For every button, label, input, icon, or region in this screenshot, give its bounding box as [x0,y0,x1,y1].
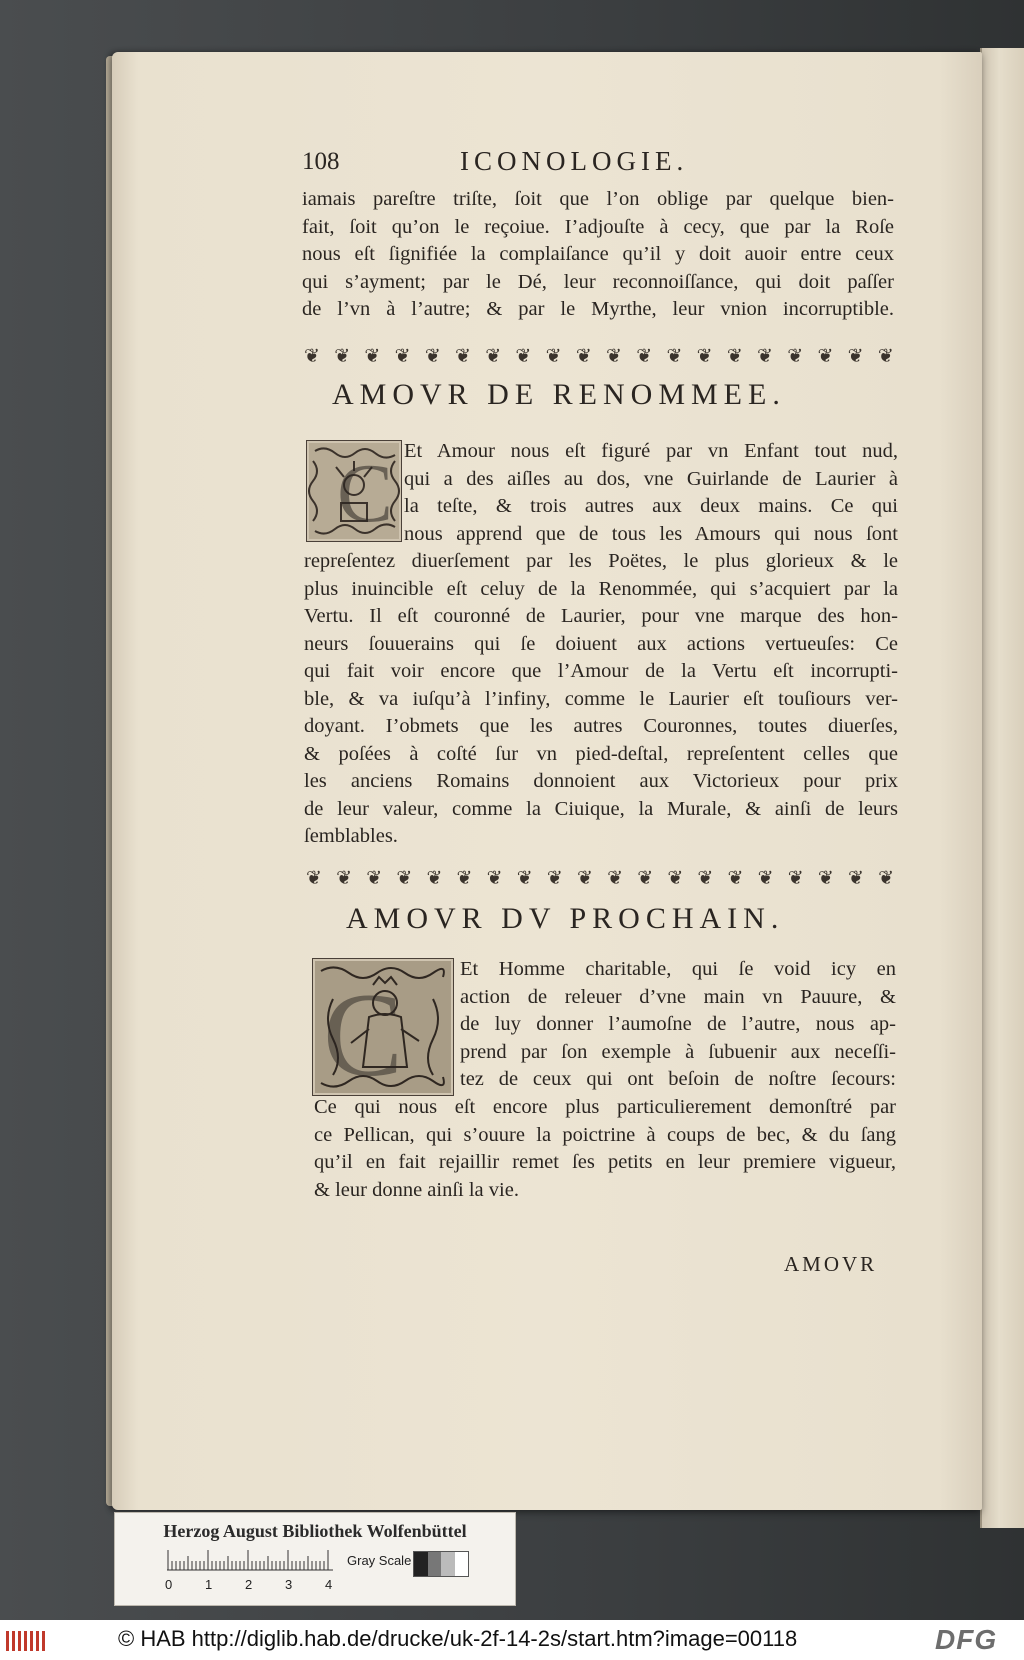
text-line: iamais pareſtre triſte, ſoit que l’on oblige par quelque bien- [302,188,894,210]
fleuron-icon: ❦ [696,345,713,367]
fleuron-icon: ❦ [757,345,773,367]
text-line: qui a des aiſles au dos, vne Guirlande de Laurier à [404,467,898,490]
text-line: Ce qui nous eſt encore plus particulierement demonſtré par [314,1096,896,1118]
ruler-number: 3 [285,1577,293,1592]
ruler-number: 4 [325,1577,333,1592]
fleuron-icon: ❦ [304,345,320,367]
text-line: ce Pellican, qui s’ouure la poictrine à coups de bec, & du ſang [314,1123,896,1146]
decorated-initial-c [312,958,454,1096]
text-line: de leur valeur, comme la Ciuique, la Murale, & ainſi de leurs [304,797,898,820]
hab-logo-icon [4,1628,46,1654]
copyright-link[interactable]: © HAB http://diglib.hab.de/drucke/uk-2f-14-2s/start.htm?image=00118 [118,1626,798,1651]
fleuron-icon: ❦ [666,345,683,367]
fleuron-icon: ❦ [336,867,353,889]
decorated-initial-c [306,440,402,542]
fleuron-icon: ❦ [546,867,563,889]
text-line: & poſées à coſté ſur vn pied-deſtal, repreſentent celles que [304,742,898,765]
text-line: action de releuer d’vne main vn Pauure, & [460,985,896,1008]
ruler-number: 0 [165,1577,173,1592]
ruler-number: 1 [205,1577,213,1592]
text-line: plus inuincible eſt celuy de la Renommée, qui s’acquiert par la [304,577,898,600]
scale-card [114,1512,516,1606]
fleuron-icon: ❦ [787,867,804,889]
fleuron-icon: ❦ [576,867,593,889]
fleuron-icon: ❦ [727,867,744,889]
text-line: tez de ceux qui ont beſoin de noſtre ſecours: [460,1068,896,1090]
page-header [302,146,742,180]
fleuron-icon: ❦ [515,345,532,367]
decorated-initial-icon [313,959,453,1095]
text-line: qui s’ayment; par le Dé, leur reconnoiſſance, qui doit paſſer [302,270,894,293]
gray-scale-label: Gray Scale [347,1553,412,1568]
fleuron-icon: ❦ [787,345,804,367]
text-line: & leur donne ainſi la vie. [314,1178,519,1201]
intro-paragraph [302,186,894,324]
section-2-paragraph-indented [460,956,896,1094]
fleuron-icon: ❦ [637,867,654,889]
dfg-logo: DFG [935,1624,998,1655]
fleuron-icon: ❦ [394,345,411,367]
text-line: Et Homme charitable, qui ſe void icy en [460,958,896,980]
fleuron-icon: ❦ [607,867,624,889]
fleuron-icon: ❦ [817,345,834,367]
text-line: qui fait voir encore que l’Amour de la Vertu eſt incorrupti- [304,660,898,682]
gray-swatch [441,1552,455,1576]
fleuron-icon: ❦ [396,867,413,889]
text-line: de luy donner l’aumoſne de l’autre, nous ap- [460,1013,896,1035]
fleuron-icon: ❦ [364,345,381,367]
text-line: Et Amour nous eſt figuré par vn Enfant tout nud, [404,440,898,462]
section-1-paragraph-indented [404,438,898,548]
svg-text:C: C [337,447,394,540]
fleuron-icon: ❦ [516,867,533,889]
text-line: fait, ſoit qu’on le reçoiue. I’adjouſte à cecy, que par la Roſe [302,215,894,238]
fleuron-icon: ❦ [486,867,503,889]
text-line: nous apprend que de tous les Amours qui nous ſont [404,522,898,545]
ruler-number: 2 [245,1577,253,1592]
fleuron-icon: ❦ [606,345,622,367]
section-2-paragraph [314,1094,896,1204]
fleuron-icon: ❦ [545,345,562,367]
gray-swatch [414,1552,428,1576]
gray-swatch [428,1552,442,1576]
section-1-paragraph [304,548,898,851]
footer-bar [0,1620,1024,1660]
fleuron-icon: ❦ [697,867,714,889]
fleuron-icon: ❦ [726,345,743,367]
text-line: qu’il en fait rejaillir remet ſes petits en leur premiere vigueur, [314,1151,896,1173]
text-line: la teſte, & trois autres aux deux mains. Ce qui [404,495,898,517]
ruler-numbers [165,1577,345,1595]
running-title: ICONOLOGIE. [460,146,689,176]
text-line: Vertu. Il eſt couronné de Laurier, pour vne marque des hon- [304,605,898,627]
ornament-band [304,346,894,366]
section-title-amour-renommee: AMOVR DE RENOMMEE. [332,378,786,411]
fleuron-icon: ❦ [306,867,322,889]
ornament-band [306,868,894,888]
gray-swatch [455,1552,469,1576]
text-line: nous eſt ſignifiée la complaiſance qu’il y doit auoir entre ceux [302,243,894,265]
section-title-amour-prochain: AMOVR DV PROCHAIN. [346,902,785,935]
text-line: doyant. I’obmets que les autres Couronnes, toutes diuerſes, [304,715,898,737]
institution-name: Herzog August Bibliothek Wolfenbüttel [163,1521,467,1541]
fleuron-icon: ❦ [424,345,441,367]
fleuron-icon: ❦ [455,345,471,367]
fleuron-icon: ❦ [426,867,443,889]
fleuron-icon: ❦ [366,867,383,889]
fleuron-icon: ❦ [757,867,774,889]
fleuron-icon: ❦ [485,345,502,367]
gray-scale-swatches [413,1551,469,1577]
fleuron-icon: ❦ [878,867,894,889]
text-line: prend par ſon exemple à ſubuenir aux neceſſi- [460,1040,896,1063]
fleuron-icon: ❦ [456,867,473,889]
page-number: 108 [302,148,340,175]
fleuron-icon: ❦ [636,345,653,367]
text-line: de l’vn à l’autre; & par le Myrthe, leur vnion incorruptible. [302,298,894,320]
decorated-initial-icon [307,441,401,541]
text-line: ble, & va iuſqu’à l’infiny, comme le Laurier eſt touſiours ver- [304,687,898,710]
fleuron-icon: ❦ [847,867,864,889]
text-line: repreſentez diuerſement par les Poëtes, le plus glorieux & le [304,550,898,572]
fleuron-icon: ❦ [334,345,351,367]
text-line: les anciens Romains donnoient aux Victorieux pour prix [304,770,898,792]
fleuron-icon: ❦ [667,867,684,889]
ruler-icon [167,1549,333,1571]
fleuron-icon: ❦ [817,867,834,889]
catchword: AMOVR [784,1252,878,1276]
fleuron-icon: ❦ [877,345,894,367]
fleuron-icon: ❦ [847,345,864,367]
text-line: ſemblables. [304,825,398,847]
next-page-edge [980,48,1024,1528]
fleuron-icon: ❦ [575,345,592,367]
text-line: neurs ſouuerains qui ſe doiuent aux actions vertueuſes: Ce [304,632,898,655]
svg-text:C: C [323,968,404,1095]
